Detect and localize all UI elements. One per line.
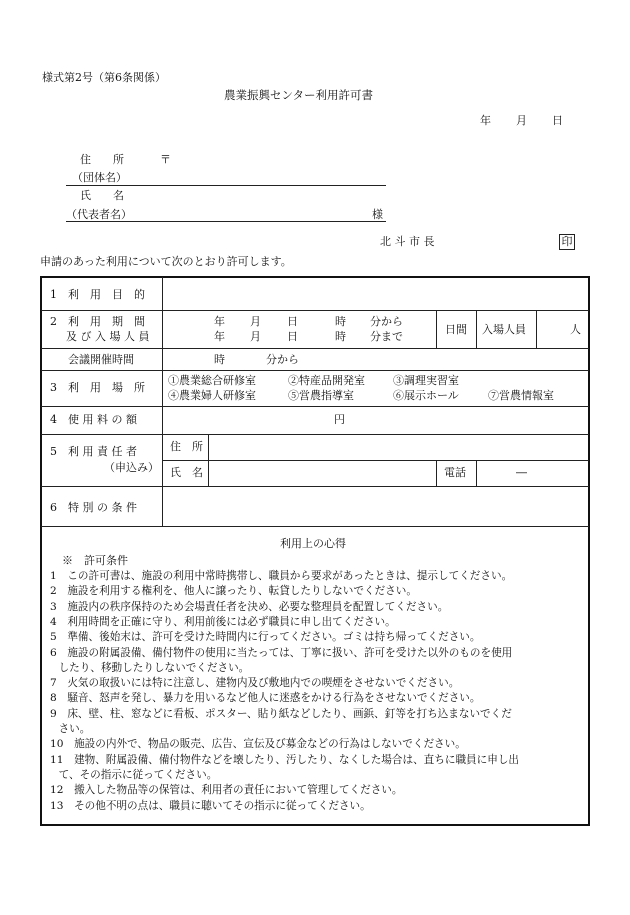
note-line: 13 その他不明の点は、職員に聴いてその指示に従ってください。 <box>50 799 371 812</box>
start-year: 年 <box>214 315 225 328</box>
meeting-hour: 時 <box>214 353 225 366</box>
start-day: 日 <box>287 315 298 328</box>
rep-name-underline <box>66 221 386 222</box>
end-year: 年 <box>214 330 225 343</box>
mayor-title: 北 斗 市 長 <box>380 235 435 248</box>
responsible-label-1: 5 利 用 責 任 者 <box>50 445 137 458</box>
table-rule <box>41 406 589 407</box>
note-line: て、その指示に従ってください。 <box>48 768 218 781</box>
end-minute: 分まで <box>370 330 403 343</box>
end-day: 日 <box>287 330 298 343</box>
date-month-label: 月 <box>516 114 527 127</box>
table-rule <box>41 370 589 371</box>
notes-heading: 利用上の心得 <box>280 537 346 550</box>
note-line: 12 搬入した物品等の保管は、利用者の責任において管理してください。 <box>50 784 403 797</box>
table-rule <box>162 460 589 461</box>
room-6: ⑥展示ホール <box>393 389 459 402</box>
place-label: 3 利 用 場 所 <box>50 381 145 394</box>
table-rule <box>436 310 437 348</box>
note-line: 2 施設を利用する権利を、他人に譲ったり、転貸したりしないでください。 <box>50 585 417 598</box>
room-3: ③調理実習室 <box>393 374 459 387</box>
meeting-time-label: 会議開催時間 <box>68 353 134 366</box>
fee-unit: 円 <box>334 413 345 426</box>
phone-label: 電話 <box>444 466 466 479</box>
table-rule <box>41 348 589 349</box>
period-label-2: 及 び 入 場 人 員 <box>66 330 150 343</box>
special-conditions-label: 6 特 別 の 条 件 <box>50 501 137 514</box>
start-month: 月 <box>250 315 261 328</box>
responsible-address-label: 住 所 <box>170 440 203 453</box>
date-year-label: 年 <box>480 114 491 127</box>
table-rule <box>41 526 589 527</box>
days-label: 日間 <box>445 323 467 336</box>
note-line: したり、移動したりしないでください。 <box>48 661 250 674</box>
rep-name-label: （代表者名） <box>66 208 132 221</box>
note-line: 9 床、壁、柱、窓などに看板、ポスター、貼り紙などしたり、画鋲、釘等を打ち込まないでくだ <box>50 707 512 720</box>
room-5: ⑤営農指導室 <box>288 389 354 402</box>
note-line: 8 騒音、怒声を発し、暴力を用いるなど他人に迷惑をかける行為をさせないでください。 <box>50 692 481 705</box>
fee-label: 4 使 用 料 の 額 <box>50 413 137 426</box>
table-rule <box>436 460 437 486</box>
document-title: 農業振興センター利用許可書 <box>224 88 374 102</box>
table-rule <box>41 310 589 311</box>
end-hour: 時 <box>335 330 346 343</box>
room-7: ⑦営農情報室 <box>488 389 554 402</box>
notes-subheading: ※ 許可条件 <box>62 554 128 567</box>
start-hour: 時 <box>335 315 346 328</box>
note-line: 5 準備、後始末は、許可を受けた時間内に行ってください。ゴミは持ち帰ってください。 <box>50 631 481 644</box>
seal-mark: 印 <box>559 234 575 250</box>
room-4: ④農業婦人研修室 <box>168 389 256 402</box>
phone-separator: ― <box>516 466 527 479</box>
note-line: 10 施設の内外で、物品の販売、広告、宣伝及び募金などの行為はしないでください。 <box>50 738 466 751</box>
org-name-label: （団体名） <box>72 171 127 184</box>
note-line: 11 建物、附属設備、備付物件などを壊したり、汚したり、なくした場合は、直ちに職員に申し出 <box>50 753 520 766</box>
end-month: 月 <box>250 330 261 343</box>
note-line: 4 利用時間を正確に守り、利用前後には必ず職員に申し出てください。 <box>50 615 396 628</box>
note-line: 7 火気の取扱いには特に注意し、建物内及び敷地内での喫煙をさせないでください。 <box>50 677 460 690</box>
attendees-label: 入場人員 <box>482 323 526 336</box>
start-minute: 分から <box>370 315 403 328</box>
table-rule <box>162 277 163 526</box>
note-line: 3 施設内の秩序保持のため会場責任者を決め、必要な整理員を配置してください。 <box>50 600 449 613</box>
person-unit: 人 <box>570 323 581 336</box>
responsible-name-label: 氏 名 <box>170 466 203 479</box>
honorific: 様 <box>372 208 383 221</box>
postal-mark: 〒 <box>160 153 171 166</box>
date-day-label: 日 <box>552 114 563 127</box>
responsible-label-2: （申込み） <box>104 461 159 474</box>
room-1: ①農業総合研修室 <box>168 374 256 387</box>
note-line: さい。 <box>48 723 91 735</box>
table-rule <box>208 434 209 486</box>
purpose-label: 1 利 用 目 的 <box>50 288 145 301</box>
note-line: 1 この許可書は、施設の利用中常時携帯し、職員から要求があったときは、提示してください。 <box>50 570 513 582</box>
table-rule <box>476 310 477 348</box>
room-2: ②特産品開発室 <box>288 374 365 387</box>
meeting-from: 分から <box>266 353 299 366</box>
table-rule <box>536 310 537 348</box>
org-name-underline <box>66 185 386 186</box>
note-line: 6 施設の附属設備、備付物件の使用に当たっては、丁寧に扱い、許可を受けた以外のものを使用 <box>50 646 513 659</box>
form-number: 様式第2号（第6条関係） <box>42 71 166 84</box>
applicant-address-label: 住 所 <box>80 153 124 166</box>
applicant-name-label: 氏 名 <box>80 189 124 202</box>
intro-text: 申請のあった利用について次のとおり許可します。 <box>40 255 292 268</box>
table-rule <box>41 486 589 487</box>
table-rule <box>41 434 589 435</box>
table-rule <box>476 460 477 486</box>
period-label-1: 2 利 用 期 間 <box>50 315 145 328</box>
